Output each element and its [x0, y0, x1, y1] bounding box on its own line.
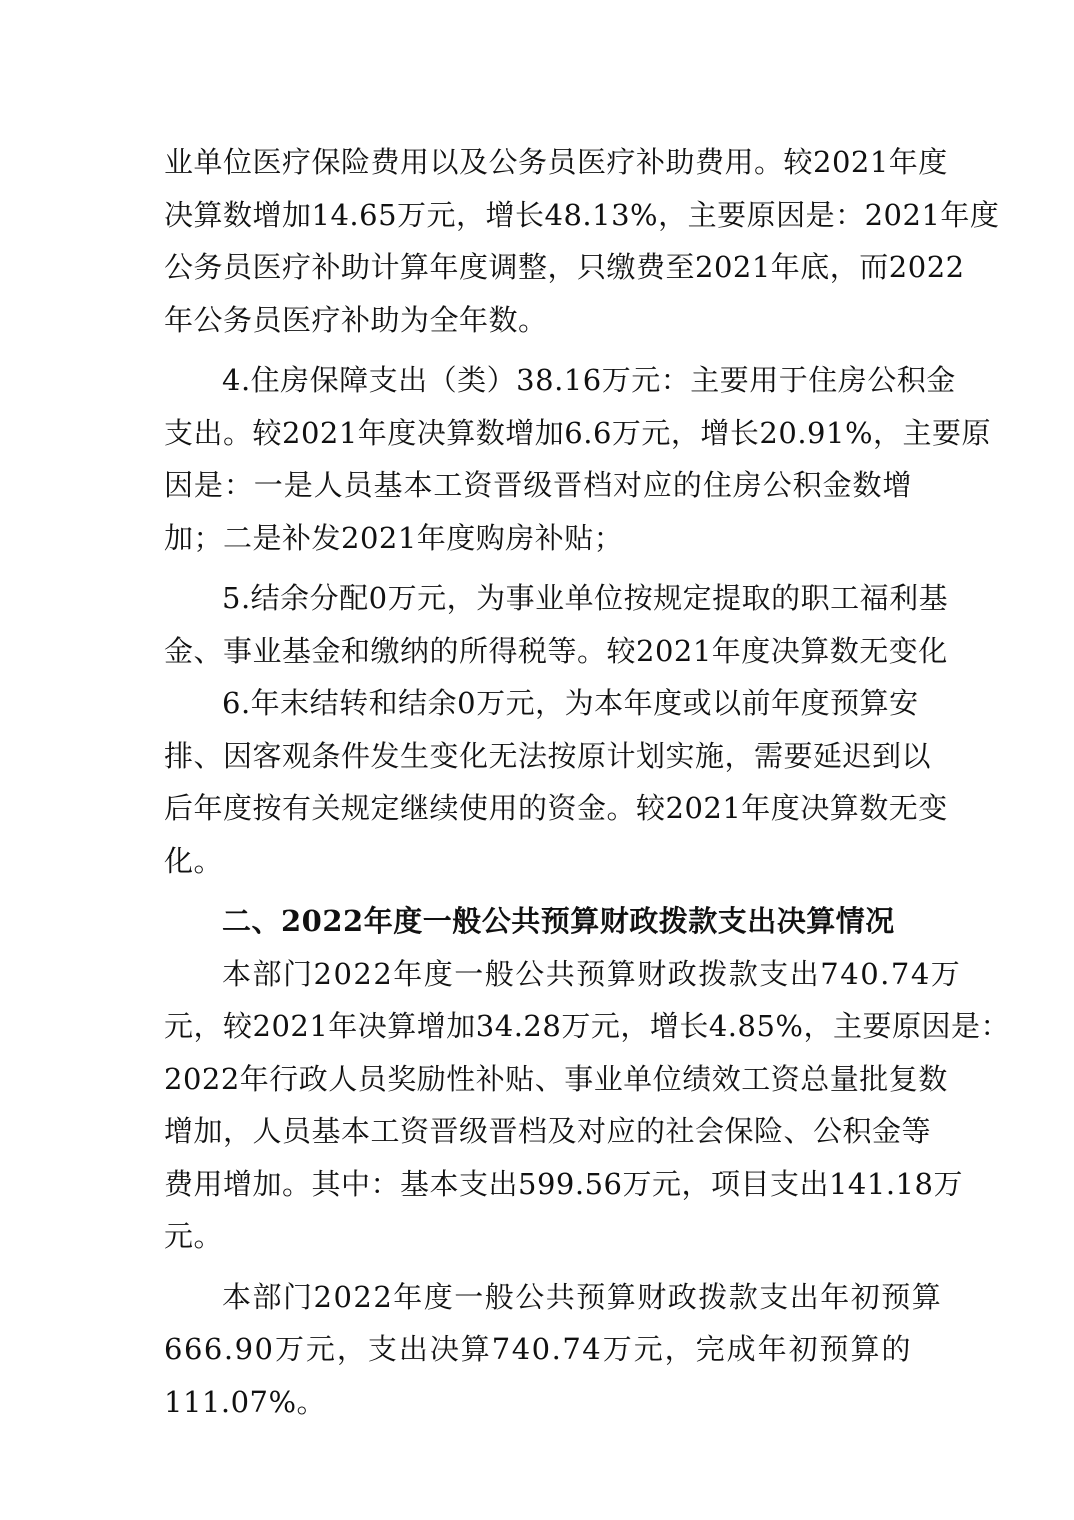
section-title: 二、2022年度一般公共预算财政拨款支出决算情况	[222, 904, 895, 938]
text-line: 2022年行政人员奖励性补贴、事业单位绩效工资总量批复数	[164, 1061, 948, 1096]
text-line: 业单位医疗保险费用以及公务员医疗补助费用。较2021年度	[164, 145, 948, 179]
paragraph-health-expense	[164, 136, 1000, 346]
paragraph-carryover	[164, 677, 948, 887]
text-line: 公务员医疗补助计算年度调整，只缴费至2021年底，而2022	[164, 250, 965, 284]
paragraph-surplus-distribution	[164, 572, 949, 677]
text-line: 支出。较2021年度决算数增加6.6万元，增长20.91%，主要原	[164, 415, 991, 450]
text-line: 加；二是补发2021年度购房补贴；	[164, 520, 624, 555]
text-line: 费用增加。其中：基本支出599.56万元，项目支出141.18万	[164, 1166, 963, 1201]
text-line: 年公务员医疗补助为全年数。	[164, 302, 548, 337]
text-line: 111.07%。	[164, 1384, 327, 1419]
text-line: 增加，人员基本工资晋级晋档及对应的社会保险、公积金等	[164, 1114, 932, 1148]
section-heading	[164, 895, 912, 948]
text-line: 4.住房保障支出（类）38.16万元：主要用于住房公积金	[222, 363, 956, 397]
text-line: 化。	[164, 843, 224, 878]
paragraph-housing-expense	[164, 354, 991, 564]
text-line: 元，较2021年决算增加34.28万元，增长4.85%，主要原因是：	[164, 1009, 1010, 1043]
text-line: 5.结余分配0万元，为事业单位按规定提取的职工福利基	[222, 581, 949, 615]
text-line: 决算数增加14.65万元，增长48.13%，主要原因是：2021年度	[164, 197, 1000, 232]
text-line: 因是：一是人员基本工资晋级晋档对应的住房公积金数增	[164, 468, 912, 502]
paragraph-budget-completion	[164, 1271, 943, 1429]
text-line: 666.90万元，支出决算740.74万元，完成年初预算的	[164, 1332, 912, 1366]
text-line: 本部门2022年度一般公共预算财政拨款支出年初预算	[222, 1279, 943, 1314]
text-line: 排、因客观条件发生变化无法按原计划实施，需要延迟到以	[164, 738, 932, 773]
paragraph-general-budget	[164, 948, 1010, 1263]
text-line: 元。	[164, 1219, 224, 1253]
text-line: 后年度按有关规定继续使用的资金。较2021年度决算数无变	[164, 791, 948, 825]
text-line: 金、事业基金和缴纳的所得税等。较2021年度决算数无变化	[164, 633, 948, 668]
document-page	[164, 136, 1010, 1428]
text-line: 本部门2022年度一般公共预算财政拨款支出740.74万	[222, 956, 962, 991]
text-line: 6.年末结转和结余0万元，为本年度或以前年度预算安	[222, 686, 919, 720]
